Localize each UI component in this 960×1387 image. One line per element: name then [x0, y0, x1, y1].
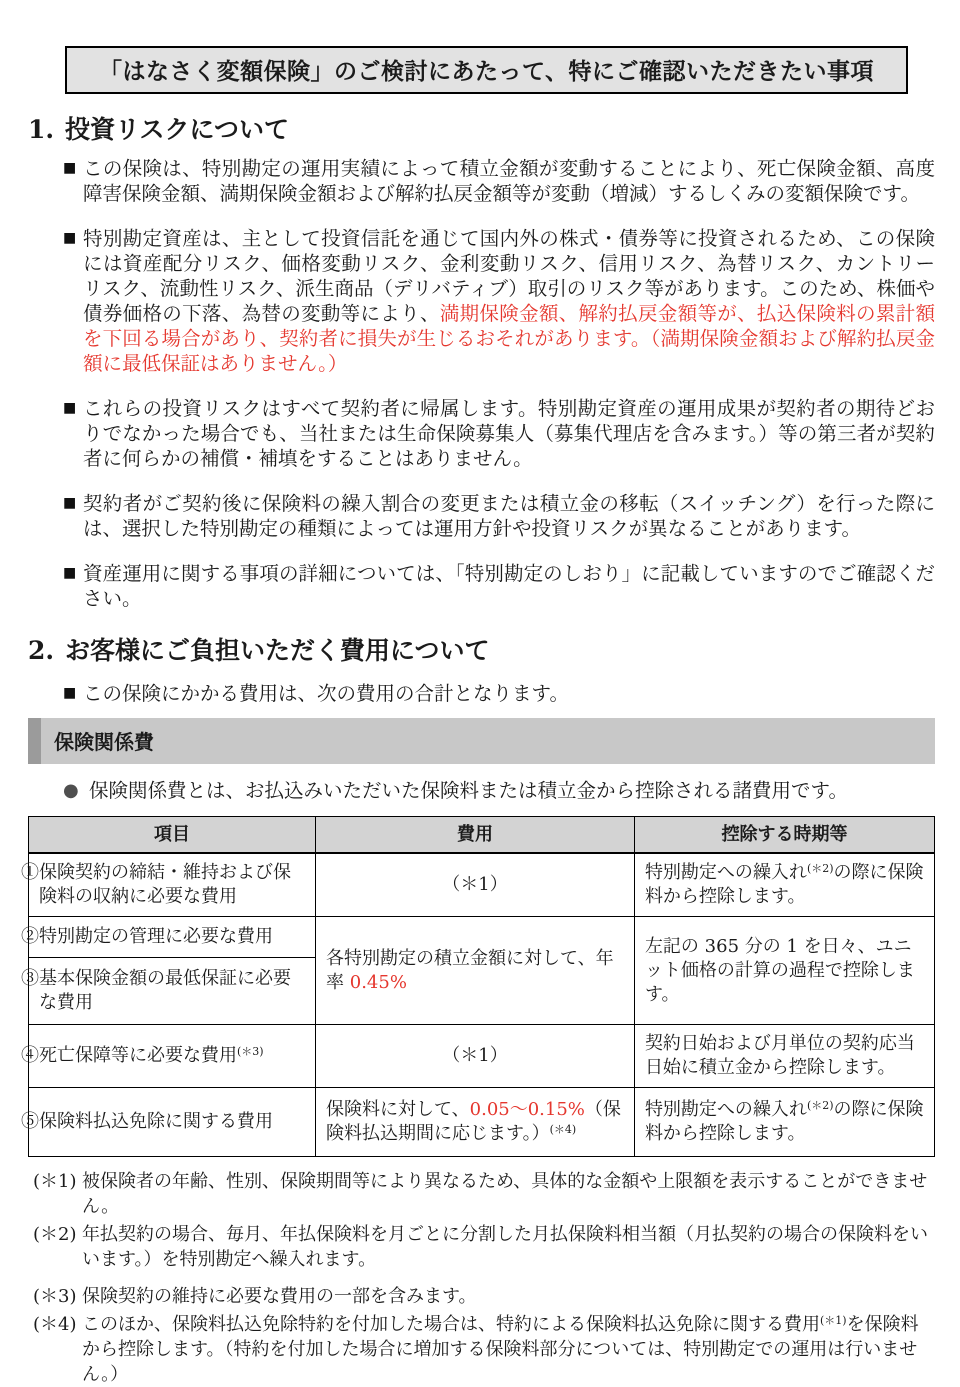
table-row — [29, 1088, 935, 1157]
row4-item-text: ④死亡保障等に必要な費用 — [21, 1045, 237, 1066]
footnote-4 — [33, 1312, 935, 1387]
risk-bullet-5: 資産運用に関する事項の詳細については、「特別勘定のしおり」に記載していますのでご確認ください。 — [83, 562, 935, 610]
row1-cost: （＊1） — [316, 853, 635, 917]
row4-timing: 契約日始および月単位の契約応当日始に積立金から控除します。 — [634, 1025, 934, 1088]
row23-cost-text: 各特別勘定の積立金額に対して、年率 — [326, 947, 614, 993]
footnote-4-text-pre: このほか、保険料払込免除特約を付加した場合は、特約による保険料払込免除に関する費用 — [82, 1314, 820, 1335]
fees-table — [21, 816, 935, 1157]
footnote-1-label: (＊1) — [33, 1171, 77, 1192]
circle-bullet-icon: ● — [63, 780, 79, 801]
footnote-ref-3: (＊3) — [237, 1045, 264, 1058]
row5-cost — [316, 1088, 635, 1157]
list-item — [63, 561, 935, 611]
row23-cost-rate: 0.45% — [349, 971, 407, 993]
footnote-3 — [33, 1284, 935, 1309]
footnote-ref-4: (＊4) — [549, 1123, 577, 1136]
footnote-2-label: (＊2) — [33, 1224, 77, 1245]
footnote-2 — [33, 1222, 935, 1272]
row5-timing-text2: の際に保険料から控除します。 — [644, 1099, 924, 1144]
footnote-ref-1: (＊1) — [820, 1314, 847, 1327]
risk-bullet-2 — [83, 226, 935, 376]
table-row — [29, 917, 935, 958]
risk-bullet-1: この保険は、特別勘定の運用実績によって積立金額が変動することにより、死亡保険金額、高度障害保険金額、満期保険金額および解約払戻金額等が変動（増減）するしくみの変額保険です。 — [83, 157, 935, 205]
table-row — [29, 853, 935, 917]
document-title: 「はなさく変額保険」のご検討にあたって、特にご確認いただきたい事項 — [65, 46, 908, 94]
section-1-bullets — [63, 156, 935, 611]
row2-item: ②特別勘定の管理に必要な費用 — [29, 917, 316, 958]
list-item — [63, 491, 935, 541]
list-item — [63, 681, 935, 706]
row5-cost-rate: 0.05～0.15% — [469, 1099, 585, 1120]
row4-cost: （＊1） — [316, 1025, 635, 1088]
row5-item: ⑤保険料払込免除に関する費用 — [29, 1088, 316, 1157]
fees-description-line — [63, 778, 935, 804]
row23-cost — [316, 917, 635, 1025]
column-header-timing: 控除する時期等 — [634, 817, 934, 854]
square-bullet-icon: ■ — [63, 230, 77, 246]
footnote-4-label: (＊4) — [33, 1314, 77, 1335]
row4-item — [21, 1025, 316, 1088]
square-bullet-icon: ■ — [63, 495, 77, 511]
row3-item: ③基本保険金額の最低保証に必要な費用 — [29, 958, 316, 1025]
footnote-3-text: 保険契約の維持に必要な費用の一部を含みます。 — [82, 1286, 477, 1307]
footnotes — [33, 1169, 935, 1387]
row1-timing — [634, 853, 934, 917]
section-2-bullets — [63, 681, 935, 706]
fees-banner: 保険関係費 — [28, 718, 935, 764]
row5-cost-text: 保険料に対して、 — [326, 1099, 470, 1120]
section-2-heading — [28, 631, 935, 667]
row5-timing-text: 特別勘定への繰入れ — [644, 1099, 807, 1120]
row1-timing-text2: の際に保険料から控除します。 — [644, 862, 924, 907]
section-1-heading — [28, 110, 935, 146]
column-header-cost: 費用 — [316, 817, 635, 854]
section-1-title: 投資リスクについて — [65, 115, 290, 144]
list-item — [63, 396, 935, 471]
footnote-1 — [33, 1169, 935, 1219]
column-header-item: 項目 — [29, 817, 316, 854]
square-bullet-icon: ■ — [63, 565, 77, 581]
table-header-row — [29, 817, 935, 854]
footnote-ref-2: (＊2) — [806, 862, 834, 875]
square-bullet-icon: ■ — [63, 160, 77, 176]
footnote-4-text-post: を保険料から控除します。（特約を付加した場合に増加する保険料部分については、特別勘定での運用は行いません。） — [82, 1314, 919, 1385]
section-2-title: お客様にご負担いただく費用について — [65, 636, 490, 665]
row23-timing: 左記の 365 分の 1 を日々、ユニット価格の計算の過程で控除します。 — [634, 917, 934, 1025]
section-2-number: 2. — [28, 636, 55, 665]
section-1-number: 1. — [28, 115, 55, 144]
footnote-4-text — [82, 1312, 935, 1387]
footnote-3-label: (＊3) — [33, 1286, 77, 1307]
table-row — [29, 1025, 935, 1088]
footnote-2-text: 年払契約の場合、毎月、年払保険料を月ごとに分割した月払保険料相当額（月払契約の場合の保険料をいいます。）を特別勘定へ繰入れます。 — [82, 1224, 928, 1270]
costs-bullet-1: この保険にかかる費用は、次の費用の合計となります。 — [83, 682, 569, 705]
risk-bullet-2-black: 特別勘定資産は、主として投資信託を通じて国内外の株式・債券等に投資されるため、この保険には資産配分リスク、価格変動リスク、金利変動リスク、信用リスク、為替リスク、カントリーリスク、流動性リスク、派生商品（デリバティブ）取引のリスク等があります。このため、株価や債券価格の下落、為替の変動等により、 — [83, 227, 935, 325]
footnote-ref-2: (＊2) — [806, 1099, 834, 1112]
risk-bullet-2-red-warning: 満期保険金額、解約払戻金額等が、払込保険料の累計額を下回る場合があり、契約者に損失が生じるおそれがあります。（満期保険金額および解約払戻金額に最低保証はありません。） — [83, 302, 935, 375]
row5-timing — [634, 1088, 934, 1157]
risk-bullet-3: これらの投資リスクはすべて契約者に帰属します。特別勘定資産の運用成果が契約者の期待どおりでなかった場合でも、当社または生命保険募集人（募集代理店を含みます。）等の第三者が契約者に何らかの補償・補填をすることはありません。 — [83, 397, 935, 470]
footnote-1-text: 被保険者の年齢、性別、保険期間等により異なるため、具体的な金額や上限額を表示することができません。 — [82, 1171, 928, 1217]
risk-bullet-4: 契約者がご契約後に保険料の繰入割合の変更または積立金の移転（スイッチング）を行った際には、選択した特別勘定の種類によっては運用方針や投資リスクが異なることがあります。 — [83, 492, 935, 540]
list-item — [63, 226, 935, 376]
row1-item: ①保険契約の締結・維持および保険料の収納に必要な費用 — [29, 853, 316, 917]
fees-description: 保険関係費とは、お払込みいただいた保険料または積立金から控除される諸費用です。 — [89, 779, 848, 802]
square-bullet-icon: ■ — [63, 400, 77, 416]
list-item — [63, 156, 935, 206]
row1-timing-text: 特別勘定への繰入れ — [644, 862, 807, 883]
row5-cost-text2: （保険料払込期間に応じます。） — [326, 1099, 621, 1144]
square-bullet-icon: ■ — [63, 685, 77, 701]
